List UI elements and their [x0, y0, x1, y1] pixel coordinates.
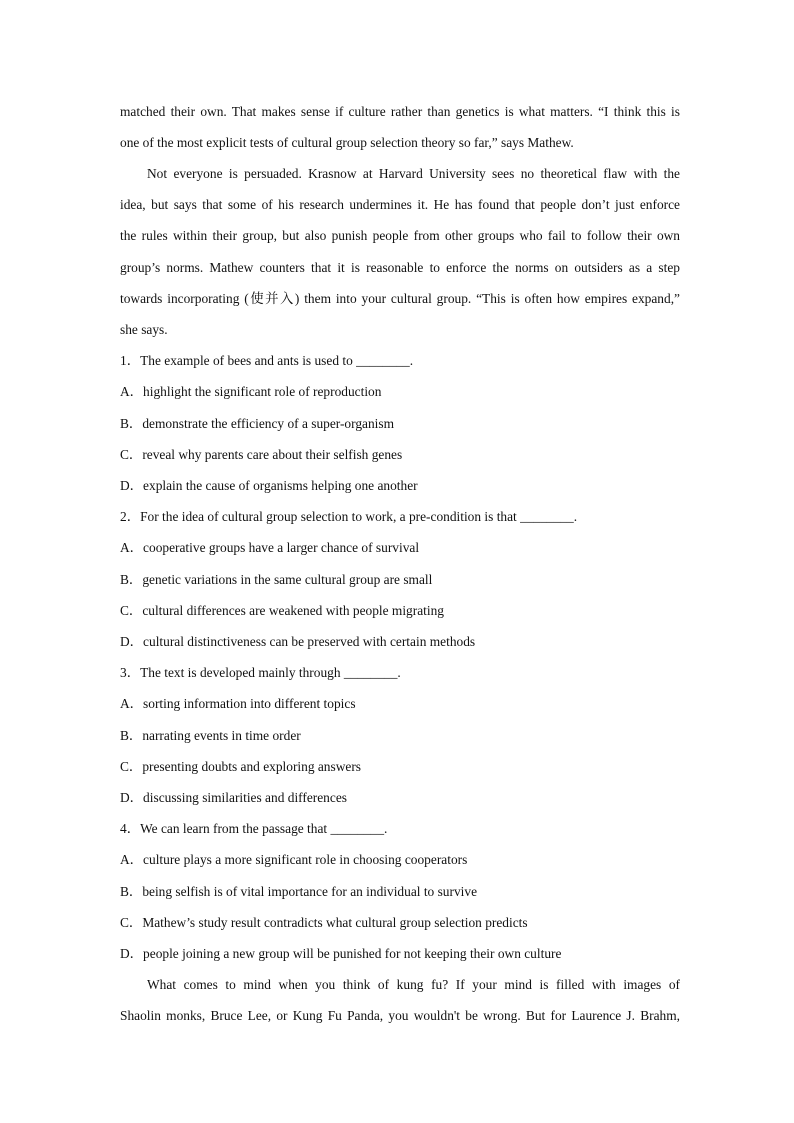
answer-option: A．culture plays a more significant role in choosing cooperators — [120, 852, 468, 867]
question-stem: 4．We can learn from the passage that ________. — [120, 821, 388, 836]
answer-option: D．discussing similarities and differences — [120, 790, 347, 805]
answer-option: B．genetic variations in the same cultural group are small — [120, 572, 433, 587]
passage-line: What comes to mind when you think of kung fu? If your mind is filled with images of — [147, 977, 680, 992]
answer-option: B．being selfish is of vital importance for an individual to survive — [120, 884, 478, 899]
passage-line: one of the most explicit tests of cultural group selection theory so far,” says Mathew. — [120, 135, 574, 150]
answer-option: D．explain the cause of organisms helping one another — [120, 478, 418, 493]
answer-option: C．reveal why parents care about their selfish genes — [120, 447, 403, 462]
passage-line: Shaolin monks, Bruce Lee, or Kung Fu Panda, you wouldn't be wrong. But for Laurence J. Brahm, — [120, 1008, 680, 1023]
passage-line: towards incorporating (使并入) them into your cultural group. “This is often how empires expand,” — [120, 291, 680, 306]
passage-line: Not everyone is persuaded. Krasnow at Harvard University sees no theoretical flaw with the — [147, 166, 680, 181]
passage-line: the rules within their group, but also punish people from other groups who fail to follow their own — [120, 228, 680, 243]
answer-option: D．people joining a new group will be punished for not keeping their own culture — [120, 946, 562, 961]
answer-option: B．narrating events in time order — [120, 728, 301, 743]
answer-option: A．cooperative groups have a larger chance of survival — [120, 540, 420, 555]
answer-option: D．cultural distinctiveness can be preserved with certain methods — [120, 634, 476, 649]
answer-option: A．highlight the significant role of reproduction — [120, 384, 382, 399]
answer-option: B．demonstrate the efficiency of a super-organism — [120, 416, 395, 431]
question-stem: 3．The text is developed mainly through ________. — [120, 665, 401, 680]
question-stem: 1．The example of bees and ants is used to ________. — [120, 353, 414, 368]
passage-line: group’s norms. Mathew counters that it is reasonable to enforce the norms on outsiders as a step — [120, 260, 680, 275]
passage-line: she says. — [120, 322, 168, 337]
passage-line: matched their own. That makes sense if culture rather than genetics is what matters. “I think this is — [120, 104, 680, 119]
answer-option: C．cultural differences are weakened with people migrating — [120, 603, 444, 618]
answer-option: A．sorting information into different topics — [120, 696, 356, 711]
question-stem: 2．For the idea of cultural group selection to work, a pre-condition is that ________. — [120, 509, 578, 524]
answer-option: C．Mathew’s study result contradicts what cultural group selection predicts — [120, 915, 528, 930]
answer-option: C．presenting doubts and exploring answers — [120, 759, 361, 774]
passage-line: idea, but says that some of his research undermines it. He has found that people don’t just enforce — [120, 197, 680, 212]
